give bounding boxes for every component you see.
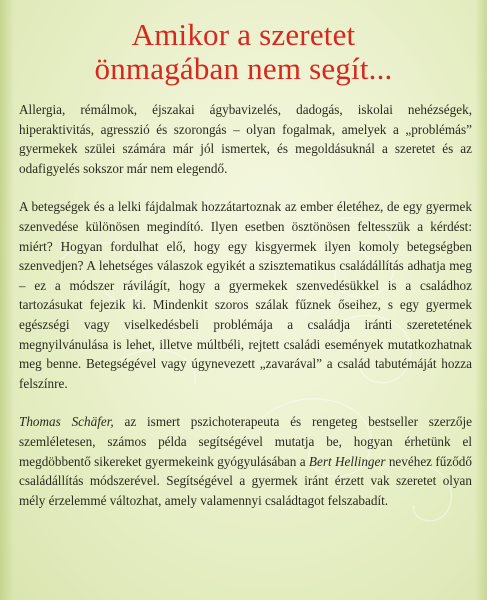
blurb-text <box>19 100 472 510</box>
paragraph-2: A betegségek és a lelki fájdalmak hozzátartoznak az ember életéhez, de egy gyermek szenvedése különösen megindító. Ilyen esetben ösztönösen feltesszük a kérdést: miért? Hogyan fordulhat elő, hogy egy kisgyermek ilyen komoly betegségben szenvedjen? A lehetséges válaszok egyikét a szisztematikus családállítás adhatja meg – ez a módszer rávilágít, hogy a gyermekek szenvedésükkel is a családhoz tartozásukat fejezik ki. Mindenkit szoros szálak fűznek őseihez, s egy gyermek egészségi vagy viselkedésbeli problémája a családja iránti szeretetének megnyilvánulása is lehet, illetve múltbéli, rejtett családi események mutatkozhatnak meg benne. Betegségével vagy úgynevezett „zavarával” a család tabutémáját hozza felszínre. <box>19 199 472 391</box>
paragraph-3 <box>19 412 472 510</box>
title-line-2: önmagában nem segít... <box>94 51 393 86</box>
hellinger-name: Bert Hellinger <box>308 453 386 469</box>
author-name: Thomas Schäfer, <box>19 414 114 430</box>
paragraph-1: Allergia, rémálmok, éjszakai ágybavizelés, dadogás, iskolai nehézségek, hiperaktivitás, agresszió és szorongás – olyan fogalmak, amelyek a „problémás” gyermekek szülei számára már jól ismertek, és megoldásuknál a szeretet és az odafigyelés sokszor már nem elegendő. <box>19 102 472 176</box>
paragraph-3-text-b: nevéhez fűződő családállítás módszerével. Segítségével a gyermek iránt érzett vak szeretet olyan mély érzelemmé változhat, amely valamennyi családtagot felszabadít. <box>19 453 472 508</box>
book-title <box>0 18 487 86</box>
title-line-1: Amikor a szeretet <box>131 17 356 52</box>
paragraph-3-text-a: az ismert pszichoterapeuta és rengeteg bestseller szerzője szemléletesen, számos példa segítségével mutatja be, hogyan érhetünk el megdöbbentő sikereket gyermekeink gyógyulásában a <box>19 414 472 469</box>
